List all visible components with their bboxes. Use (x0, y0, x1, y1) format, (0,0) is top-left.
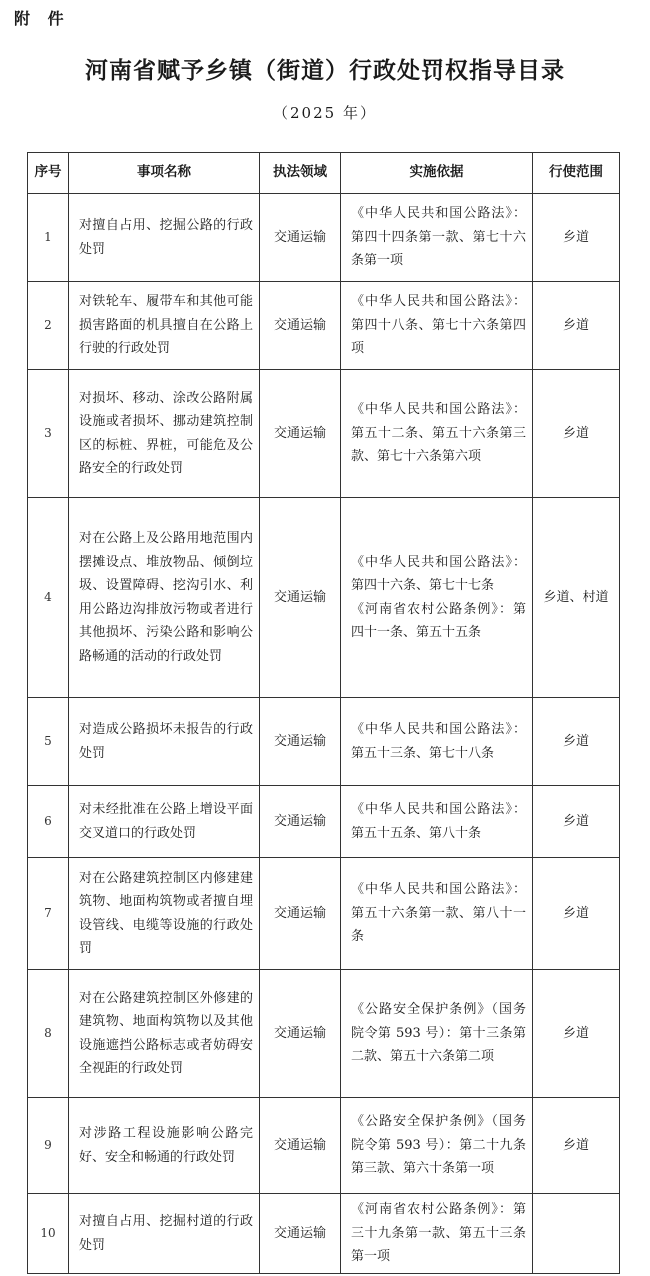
item-name: 对擅自占用、挖掘村道的行政处罚 (69, 1194, 260, 1274)
column-header-scope: 行使范围 (533, 153, 620, 194)
attachment-label: 附 件 (14, 9, 70, 28)
item-name: 对涉路工程设施影响公路完好、安全和畅通的行政处罚 (69, 1098, 260, 1194)
item-name: 对在公路上及公路用地范围内摆摊设点、堆放物品、倾倒垃圾、设置障碍、挖沟引水、利用公路边沟排放污物或者进行其他损坏、污染公路和影响公路畅通的活动的行政处罚 (69, 498, 260, 698)
legal-basis: 《中华人民共和国公路法》：第五十三条、第七十八条 (341, 698, 533, 786)
item-name: 对在公路建筑控制区外修建的建筑物、地面构筑物以及其他设施遮挡公路标志或者妨碍安全视距的行政处罚 (69, 970, 260, 1098)
scope (533, 1194, 620, 1274)
enforcement-domain: 交通运输 (260, 858, 341, 970)
table-row (28, 1194, 620, 1274)
legal-basis: 《公路安全保护条例》（国务院令第 593 号）：第二十九条第三款、第六十条第一项 (341, 1098, 533, 1194)
page-title: 河南省赋予乡镇（街道）行政处罚权指导目录 (85, 58, 565, 84)
table-row (28, 858, 620, 970)
scope: 乡道 (533, 786, 620, 858)
row-number: 2 (28, 282, 69, 370)
legal-basis: 《河南省农村公路条例》：第三十九条第一款、第五十三条第一项 (341, 1194, 533, 1274)
item-name: 对损坏、移动、涂改公路附属设施或者损坏、挪动建筑控制区的标桩、界桩，可能危及公路安全的行政处罚 (69, 370, 260, 498)
row-number: 9 (28, 1098, 69, 1194)
column-header-legal-basis: 实施依据 (341, 153, 533, 194)
legal-basis: 《中华人民共和国公路法》：第五十六条第一款、第八十一条 (341, 858, 533, 970)
row-number: 10 (28, 1194, 69, 1274)
enforcement-domain: 交通运输 (260, 282, 341, 370)
table-row (28, 786, 620, 858)
row-number: 8 (28, 970, 69, 1098)
enforcement-domain: 交通运输 (260, 970, 341, 1098)
legal-basis: 《中华人民共和国公路法》：第四十四条第一款、第七十六条第一项 (341, 194, 533, 282)
row-number: 1 (28, 194, 69, 282)
table-row (28, 498, 620, 698)
enforcement-domain: 交通运输 (260, 194, 341, 282)
scope: 乡道、村道 (533, 498, 620, 698)
legal-basis: 《中华人民共和国公路法》：第四十八条、第七十六条第四项 (341, 282, 533, 370)
table-row (28, 194, 620, 282)
enforcement-domain: 交通运输 (260, 698, 341, 786)
table-row (28, 698, 620, 786)
enforcement-domain: 交通运输 (260, 498, 341, 698)
table-row (28, 282, 620, 370)
legal-basis: 《公路安全保护条例》（国务院令第 593 号）：第十三条第二款、第五十六条第二项 (341, 970, 533, 1098)
table-row (28, 970, 620, 1098)
legal-basis-part: 《中华人民共和国公路法》：第四十六条、第七十七条 (351, 554, 526, 593)
item-name: 对擅自占用、挖掘公路的行政处罚 (69, 194, 260, 282)
scope: 乡道 (533, 194, 620, 282)
scope: 乡道 (533, 858, 620, 970)
item-name: 对未经批准在公路上增设平面交叉道口的行政处罚 (69, 786, 260, 858)
scope: 乡道 (533, 1098, 620, 1194)
table-row (28, 370, 620, 498)
row-number: 6 (28, 786, 69, 858)
enforcement-domain: 交通运输 (260, 786, 341, 858)
enforcement-domain: 交通运输 (260, 1194, 341, 1274)
scope: 乡道 (533, 970, 620, 1098)
legal-basis: 《中华人民共和国公路法》：第五十二条、第五十六条第三款、第七十六条第六项 (341, 370, 533, 498)
column-header-item-name: 事项名称 (69, 153, 260, 194)
scope: 乡道 (533, 282, 620, 370)
catalog-table (27, 152, 620, 1274)
scope: 乡道 (533, 698, 620, 786)
item-name: 对铁轮车、履带车和其他可能损害路面的机具擅自在公路上行驶的行政处罚 (69, 282, 260, 370)
row-number: 3 (28, 370, 69, 498)
legal-basis: 《中华人民共和国公路法》：第五十五条、第八十条 (341, 786, 533, 858)
table-row (28, 1098, 620, 1194)
scope: 乡道 (533, 370, 620, 498)
legal-basis (341, 498, 533, 698)
column-header-number: 序号 (28, 153, 69, 194)
row-number: 5 (28, 698, 69, 786)
item-name: 对在公路建筑控制区内修建建筑物、地面构筑物或者擅自埋设管线、电缆等设施的行政处罚 (69, 858, 260, 970)
row-number: 7 (28, 858, 69, 970)
legal-basis-part: 《河南省农村公路条例》：第四十一条、第五十五条 (351, 601, 526, 640)
page-subtitle: （2025 年） (273, 104, 377, 122)
table-header-row (28, 153, 620, 194)
enforcement-domain: 交通运输 (260, 370, 341, 498)
enforcement-domain: 交通运输 (260, 1098, 341, 1194)
column-header-enforcement-domain: 执法领域 (260, 153, 341, 194)
item-name: 对造成公路损坏未报告的行政处罚 (69, 698, 260, 786)
row-number: 4 (28, 498, 69, 698)
